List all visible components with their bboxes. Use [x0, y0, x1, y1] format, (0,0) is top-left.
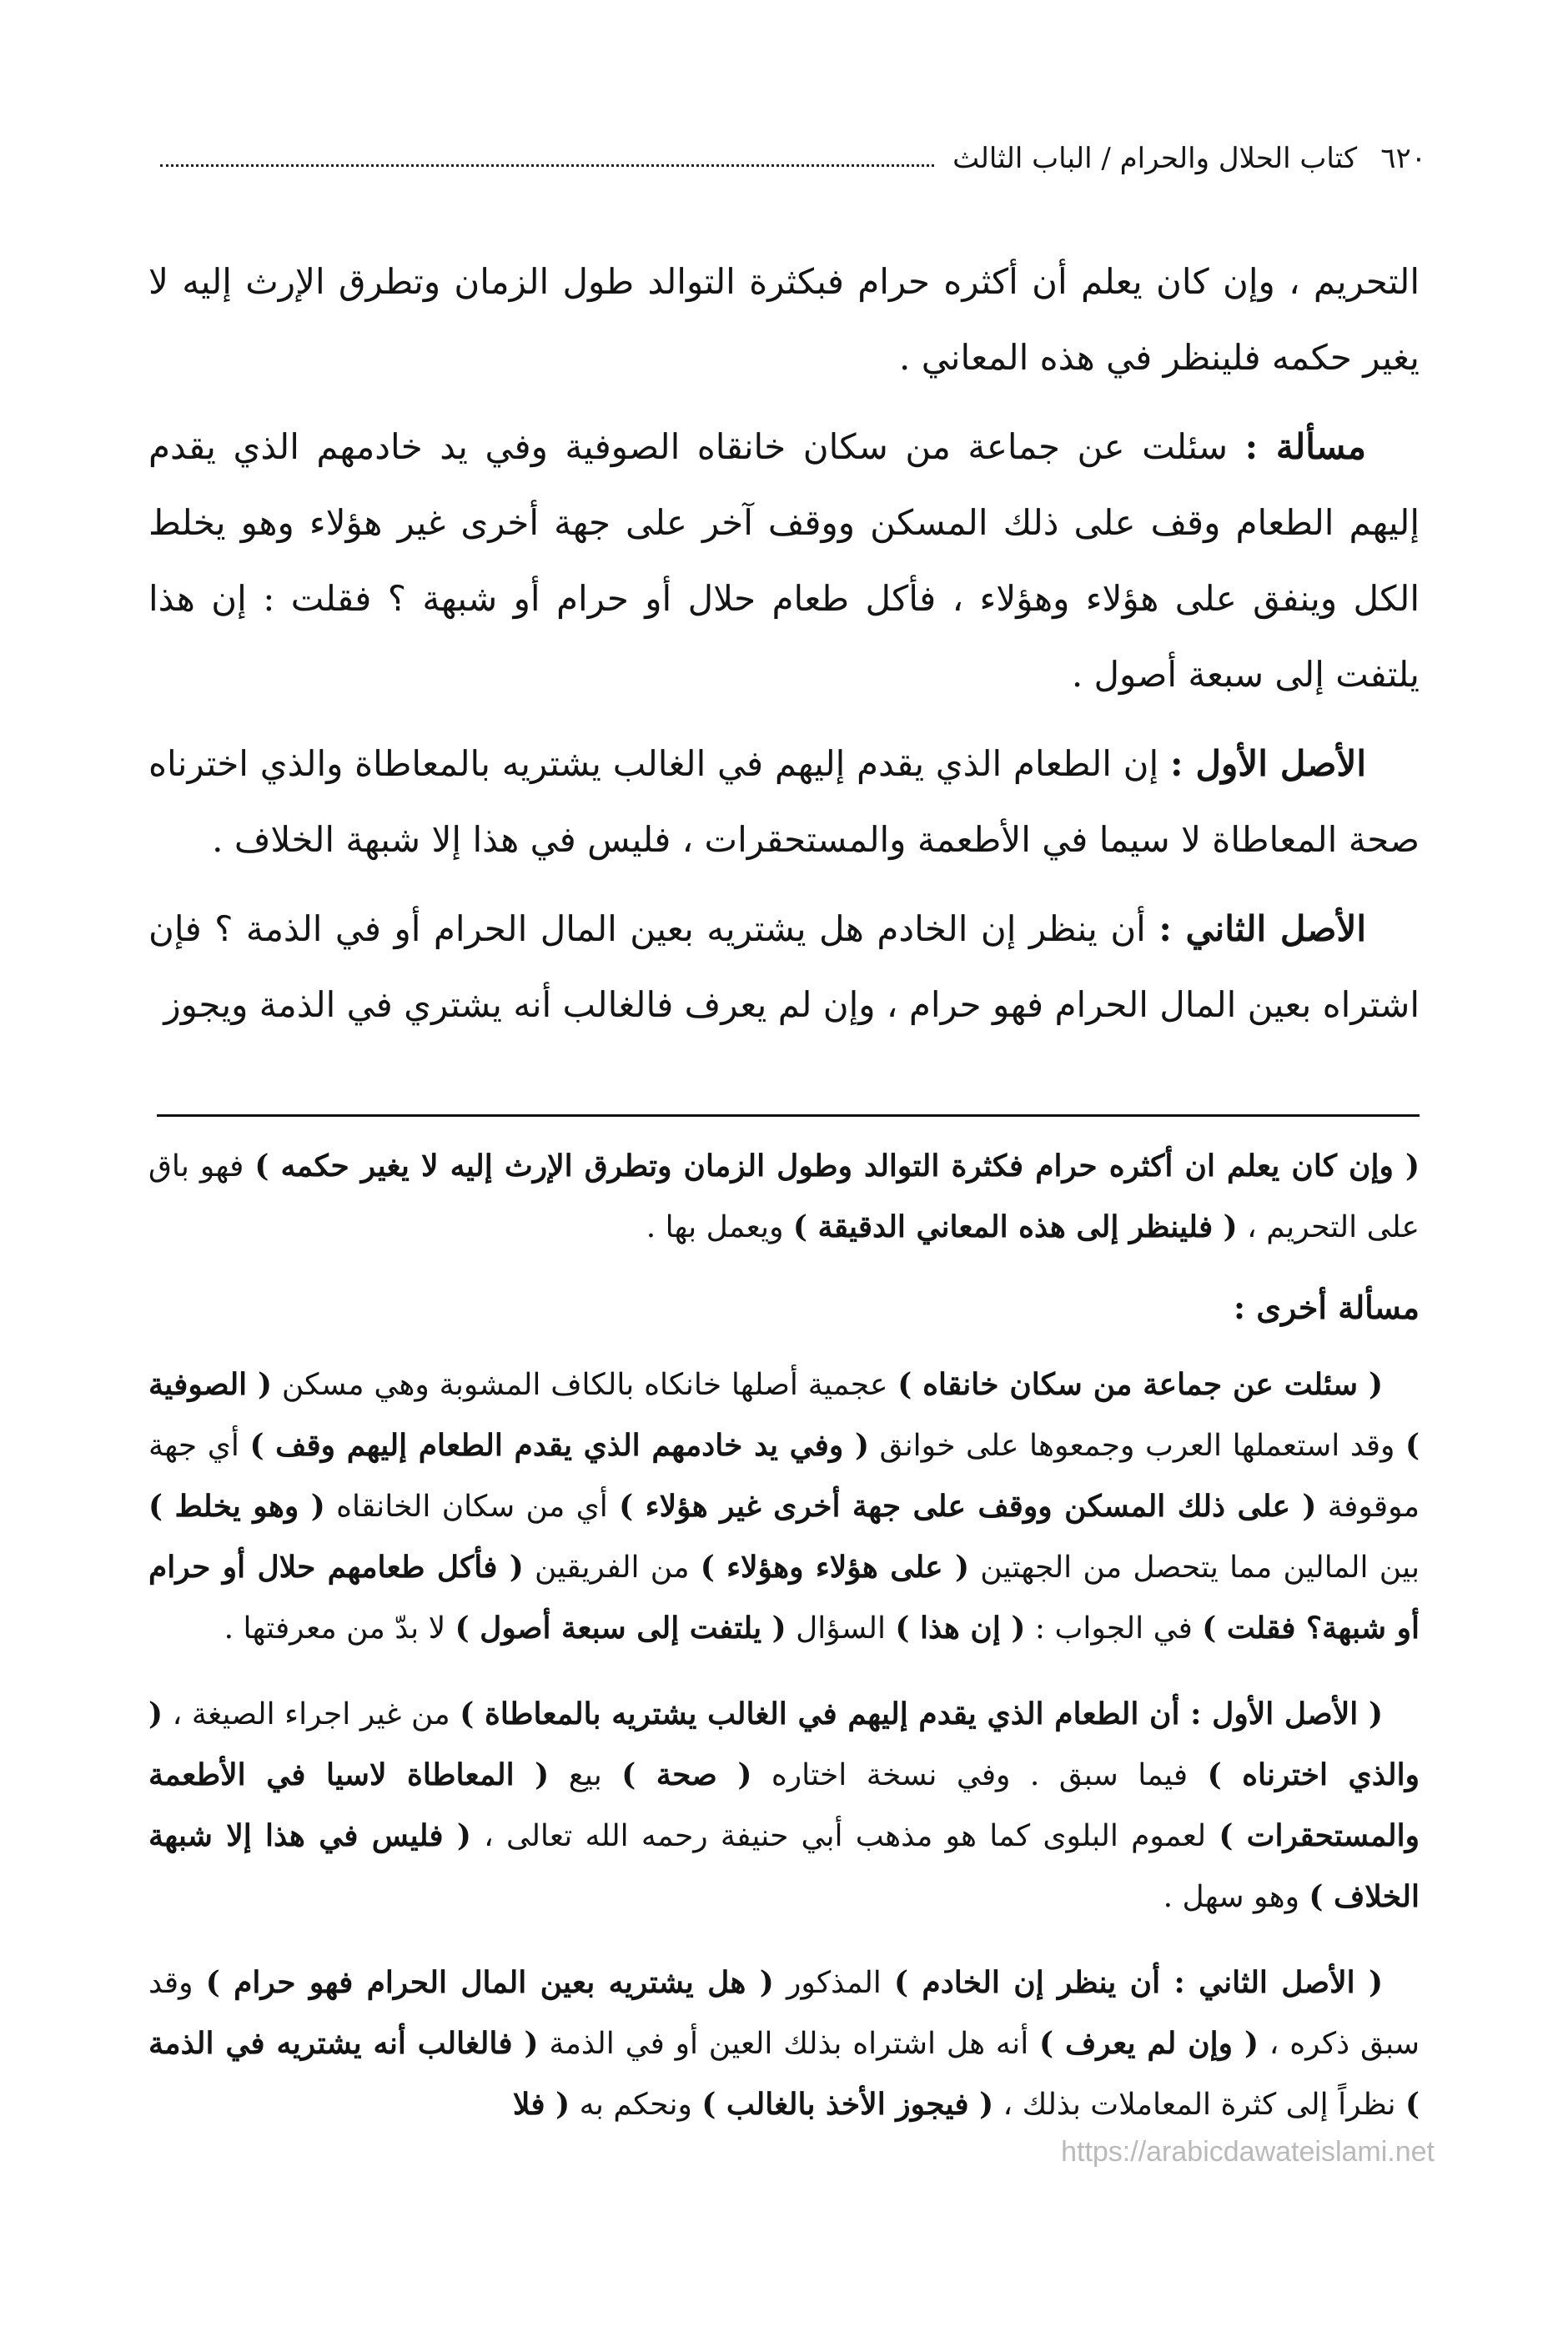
main-text: [148, 244, 1420, 1056]
main-paragraph: مسألة : سئلت عن جماعة من سكان خانقاه الصوفية وفي يد خادمهم الذي يقدم إليهم الطعام وقف على ذلك المسكن ووقف آخر على جهة أخرى غير هؤلاء وهو يخلط الكل وينفق على هؤلاء وهؤلاء ، فأكل طعام حلال أو حرام أو شبهة ؟ فقلت : إن هذا يلتفت إلى سبعة أصول .: [148, 426, 1420, 695]
commentary-paragraph: ( وإن كان يعلم ان أكثره حرام فكثرة التوالد وطول الزمان وتطرق الإرث إليه لا يغير حكمه ) فهو باق على التحريم ، ( فلينظر إلى هذه المعاني الدقيقة ) ويعمل بها .: [148, 1148, 1420, 1244]
header-title: كتاب الحلال والحرام / الباب الثالث: [952, 142, 1358, 175]
watermark-url: https://arabicdawateislami.net: [1061, 2136, 1435, 2168]
commentary-paragraph: ( الأصل الأول : أن الطعام الذي يقدم إليهم في الغالب يشتريه بالمعاطاة ) من غير اجراء الصيغة ، ( والذي اخترناه ) فيما سبق . وفي نسخة اختاره ( صحة ) بيع ( المعاطاة لاسيا في الأطعمة والمستحقرات ) لعموم البلوى كما هو مذهب أبي حنيفة رحمه الله تعالى ، ( فليس في هذا إلا شبهة الخلاف ) وهو سهل .: [148, 1696, 1420, 1914]
commentary: [148, 1136, 1420, 2160]
commentary-heading: مسألة أخرى :: [1233, 1289, 1420, 1326]
main-paragraph: التحريم ، وإن كان يعلم أن أكثره حرام فبكثرة التوالد طول الزمان وتطرق الإرث إليه لا يغير حكمه فلينظر في هذه المعاني .: [148, 261, 1420, 378]
commentary-paragraph: ( الأصل الثاني : أن ينظر إن الخادم ) المذكور ( هل يشتريه بعين المال الحرام فهو حرام ) وقد سبق ذكره ، ( وإن لم يعرف ) أنه هل اشتراه بذلك العين أو في الذمة ( فالغالب أنه يشتريه في الذمة ) نظراً إلى كثرة المعاملات بذلك ، ( فيجوز الأخذ بالغالب ) ونحكم به ( فلا: [148, 1965, 1420, 2122]
paragraph-label: مسألة :: [1244, 426, 1366, 467]
commentary-divider: [157, 1114, 1420, 1117]
paragraph-label: الأصل الثاني :: [1158, 908, 1366, 949]
page-number: ٦٢٠: [1380, 142, 1426, 175]
paragraph-label: الأصل الأول :: [1169, 743, 1366, 784]
header-dot-leader: [160, 164, 934, 167]
running-header: [142, 133, 1426, 183]
main-paragraph: الأصل الثاني : أن ينظر إن الخادم هل يشتريه بعين المال الحرام أو في الذمة ؟ فإن اشتراه بعين المال الحرام فهو حرام ، وإن لم يعرف فالغالب أنه يشتري في الذمة ويجوز: [148, 908, 1420, 1025]
main-paragraph: الأصل الأول : إن الطعام الذي يقدم إليهم في الغالب يشتريه بالمعاطاة والذي اخترناه صحة المعاطاة لا سيما في الأطعمة والمستحقرات ، فليس في هذا إلا شبهة الخلاف .: [148, 743, 1420, 860]
commentary-paragraph: ( سئلت عن جماعة من سكان خانقاه ) عجمية أصلها خانكاه بالكاف المشوبة وهي مسكن ( الصوفية ) وقد استعملها العرب وجمعوها على خوانق ( وفي يد خادمهم الذي يقدم الطعام إليهم وقف ) أي جهة موقوفة ( على ذلك المسكن ووقف على جهة أخرى غير هؤلاء ) أي من سكان الخانقاه ( وهو يخلط ) بين المالين مما يتحصل من الجهتين ( على هؤلاء وهؤلاء ) من الفريقين ( فأكل طعامهم حلال أو حرام أو شبهة؟ فقلت ) في الجواب : ( إن هذا ) السؤال ( يلتفت إلى سبعة أصول ) لا بدّ من معرفتها .: [148, 1367, 1420, 1646]
